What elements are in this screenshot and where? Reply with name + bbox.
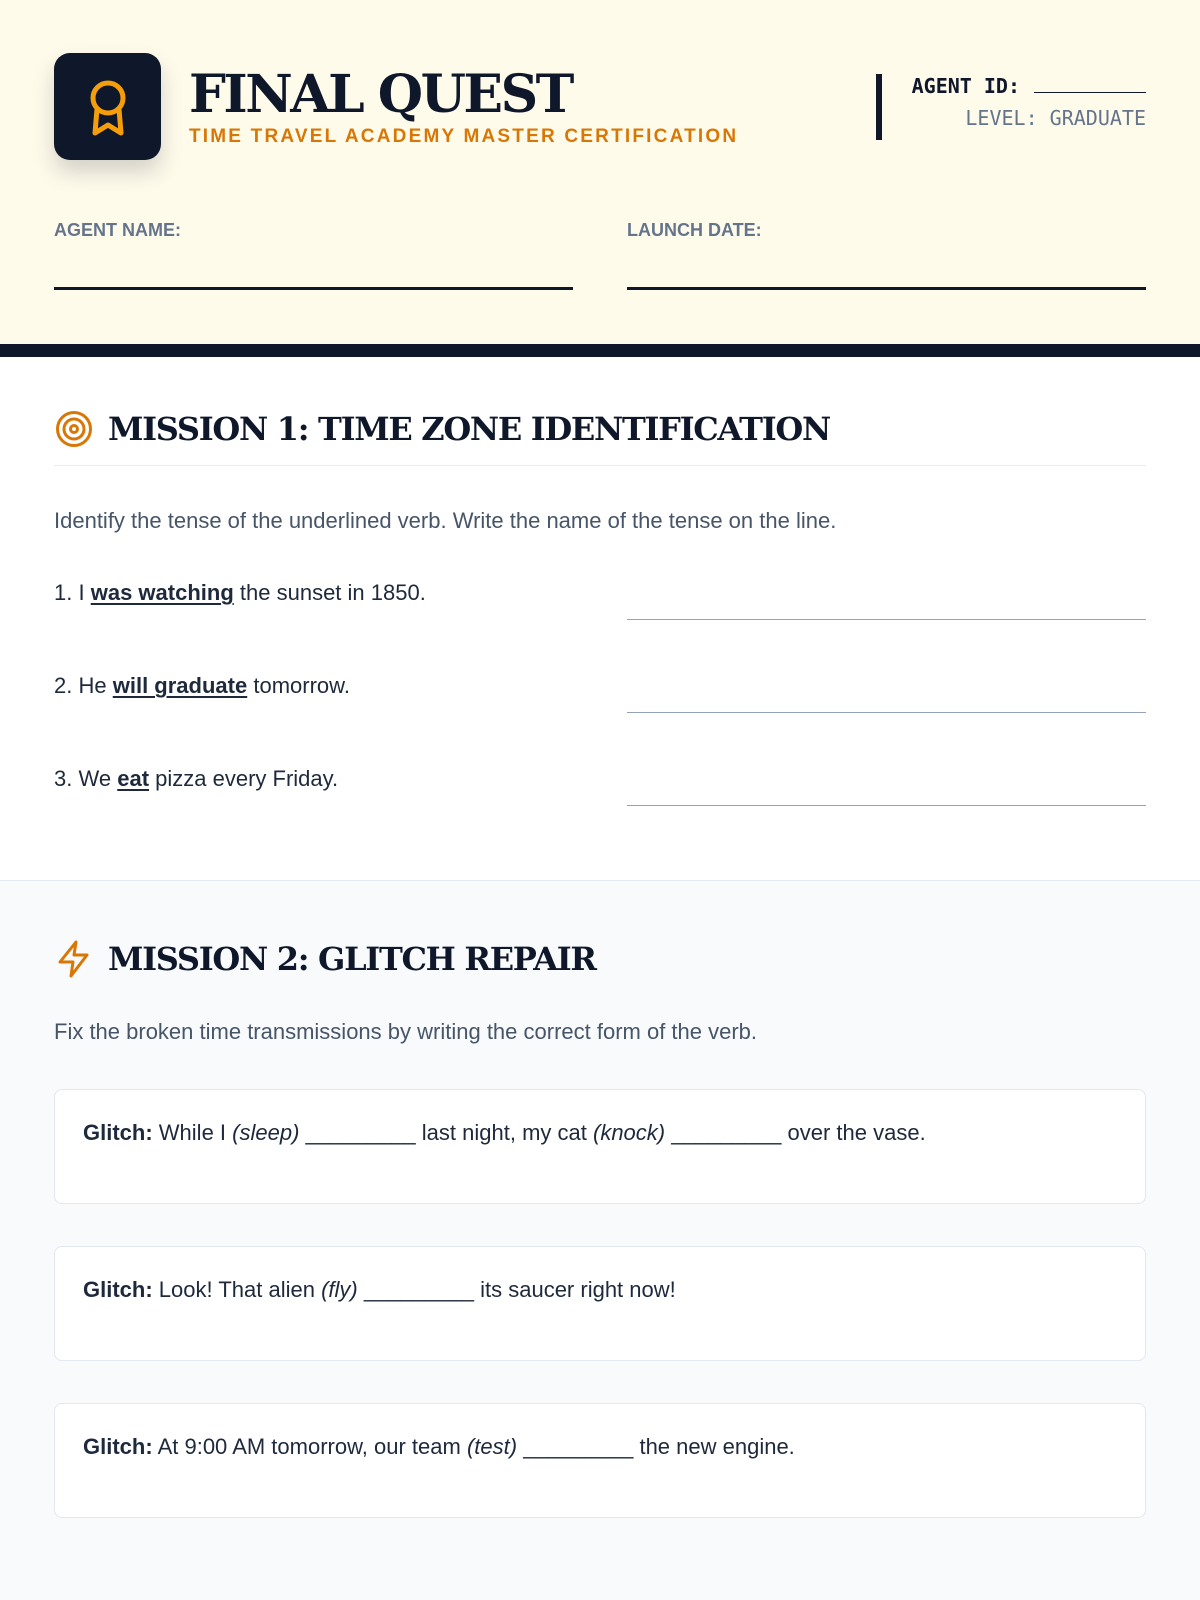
agent-name-line[interactable]: [54, 287, 573, 290]
glitch-text: the new engine.: [639, 1434, 795, 1459]
question-after: the sunset in 1850.: [239, 580, 426, 605]
question-number: 1.: [54, 580, 73, 605]
glitch-text: While I: [158, 1120, 227, 1145]
verb-hint: (test): [466, 1434, 518, 1459]
underlined-verb: was watching: [90, 580, 234, 605]
question-text: [54, 572, 426, 665]
answer-blank[interactable]: _________: [523, 1434, 634, 1459]
glitch-text: At 9:00 AM tomorrow, our team: [157, 1434, 461, 1459]
agent-id-row: [912, 74, 1146, 106]
level-value: GRADUATE: [1049, 106, 1146, 130]
worksheet-header: [0, 0, 1200, 357]
glitch-card: [54, 1089, 1146, 1204]
verb-hint: (fly): [321, 1277, 358, 1302]
question-after: pizza every Friday.: [155, 766, 339, 791]
mission-2-instruction: Fix the broken time transmissions by writing the correct form of the verb.: [54, 1019, 758, 1044]
glitch-text: Look! That alien: [158, 1277, 315, 1302]
glitch-card: [54, 1403, 1146, 1518]
verb-hint: (sleep): [232, 1120, 300, 1145]
answer-blank[interactable]: _________: [305, 1120, 416, 1145]
agent-name-label: AGENT NAME:: [54, 220, 181, 240]
answer-blank[interactable]: _________: [671, 1120, 782, 1145]
answer-line[interactable]: [627, 665, 1146, 713]
glitch-card: [54, 1246, 1146, 1361]
launch-date-line[interactable]: [627, 287, 1146, 290]
question-row: [54, 572, 1146, 665]
glitch-label: Glitch:: [83, 1120, 153, 1145]
title-block: [189, 64, 739, 148]
level-row: [912, 106, 1146, 130]
glitch-text: its saucer right now!: [480, 1277, 676, 1302]
award-ribbon-icon: [83, 76, 133, 138]
lightning-icon: [54, 939, 94, 979]
divider: [54, 465, 1146, 466]
mission-1-instruction: Identify the tense of the underlined verb. Write the name of the tense on the line.: [54, 508, 837, 533]
verb-hint: (knock): [593, 1120, 666, 1145]
answer-line[interactable]: [627, 758, 1146, 806]
question-row: [54, 665, 1146, 758]
question-before: He: [78, 673, 107, 698]
underlined-verb: will graduate: [112, 673, 248, 698]
agent-id-blank[interactable]: [1034, 75, 1146, 93]
question-number: 3.: [54, 766, 73, 791]
mission-2-title: MISSION 2: GLITCH REPAIR: [108, 940, 596, 978]
question-text: [54, 758, 338, 851]
glitch-label: Glitch:: [83, 1277, 153, 1302]
underlined-verb: eat: [117, 766, 150, 791]
logo-badge: [54, 53, 161, 160]
launch-date-label: LAUNCH DATE:: [627, 220, 762, 240]
answer-line[interactable]: [627, 572, 1146, 620]
question-text: [54, 665, 350, 758]
answer-blank[interactable]: _________: [363, 1277, 474, 1302]
agent-name-field: [54, 220, 573, 290]
question-before: I: [78, 580, 85, 605]
agent-fields: [54, 220, 1146, 290]
agent-info-box: [876, 74, 1146, 140]
level-label: LEVEL:: [965, 106, 1038, 130]
page-title: FINAL QUEST: [189, 64, 572, 125]
mission-1-header: [54, 409, 1146, 449]
glitch-text: over the vase.: [787, 1120, 926, 1145]
page-subtitle: TIME TRAVEL ACADEMY MASTER CERTIFICATION: [189, 126, 739, 147]
question-number: 2.: [54, 673, 73, 698]
glitch-text: last night, my cat: [421, 1120, 587, 1145]
question-row: [54, 758, 1146, 851]
launch-date-field: [627, 220, 1146, 290]
question-before: We: [78, 766, 112, 791]
agent-id-label: AGENT ID:: [911, 74, 1020, 98]
question-after: tomorrow.: [253, 673, 350, 698]
mission-1-title: MISSION 1: TIME ZONE IDENTIFICATION: [108, 410, 830, 448]
glitch-label: Glitch:: [83, 1434, 153, 1459]
mission-1-section: [0, 357, 1200, 881]
mission-2-header: [54, 939, 1146, 979]
target-icon: [54, 409, 94, 449]
mission-2-section: [0, 881, 1200, 1600]
